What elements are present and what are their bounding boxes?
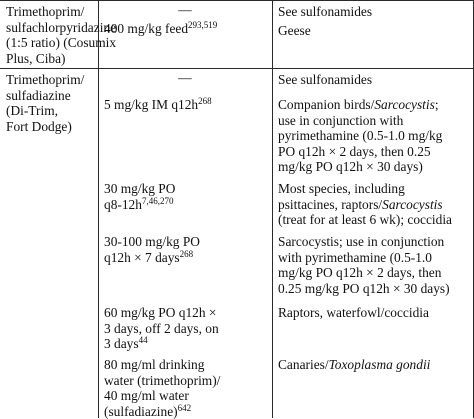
dose-line: (sulfadiazine)$^{642}$: [104, 404, 220, 419]
column-rule-2: [272, 0, 273, 418]
species-line: with pyrimethamine (0.5-1.0: [278, 250, 450, 266]
reference-sup: 7,46,270: [142, 196, 174, 206]
drug-name-line: Plus, Ciba): [6, 51, 116, 67]
drug-name-cell: [6, 72, 84, 134]
drug-name-line: Trimethoprim/: [6, 72, 84, 88]
dose-line: water (trimethoprim)/: [104, 373, 220, 389]
species-entry: [278, 97, 442, 175]
species-entry: [278, 4, 372, 20]
row-divider: [0, 68, 474, 69]
dose-line: 3 days$^{44}$: [104, 336, 219, 352]
drug-name-line: sulfadiazine: [6, 88, 84, 104]
reference-sup: 268: [198, 96, 212, 106]
dose-entry: [104, 305, 219, 352]
reference-sup: 293,519: [188, 20, 217, 30]
dose-line: q12h × 7 days$^{268}$: [104, 250, 200, 266]
species-line: See sulfonamides: [278, 4, 372, 20]
species-line: Raptors, waterfowl/coccidia: [278, 305, 429, 321]
species-line: psittacines, raptors/Sarcocystis: [278, 197, 452, 213]
dose-line: 60 mg/kg PO q12h ×: [104, 305, 219, 321]
species-line: use in conjunction with: [278, 113, 442, 129]
dose-entry: [104, 181, 175, 212]
species-line: mg/kg PO q12h × 30 days): [278, 159, 442, 175]
dose-dash: —: [178, 2, 191, 17]
species-line: See sulfonamides: [278, 72, 372, 88]
species-entry: [278, 234, 450, 296]
species-line: Geese: [278, 23, 311, 39]
species-entry: [278, 72, 372, 88]
drug-name-line: Fort Dodge): [6, 119, 84, 135]
species-line: Sarcocystis; use in conjunction: [278, 234, 450, 250]
species-entry: [278, 357, 430, 373]
species-entry: [278, 305, 429, 321]
dose-entry: [104, 357, 220, 419]
dose-line: $q8-12h^{7,46,270}$: [104, 197, 175, 213]
reference-sup: 44: [139, 335, 148, 345]
species-line: mg/kg PO q12h × 2 days, then: [278, 265, 450, 281]
dose-dash: —: [178, 70, 191, 85]
reference-sup: 642: [178, 403, 192, 413]
dose-entry: [99, 2, 271, 18]
species-line: Companion birds/Sarcocystis;: [278, 97, 442, 113]
reference-sup: 268: [180, 249, 194, 259]
species-line: PO q12h × 2 days, then 0.25: [278, 144, 442, 160]
dose-line: 30-100 mg/kg PO: [104, 234, 200, 250]
dose-line: 3 days, off 2 days, on: [104, 321, 219, 337]
top-rule: [0, 0, 474, 1]
dose-entry: [104, 97, 212, 113]
species-line: Canaries/Toxoplasma gondii: [278, 357, 430, 373]
dose-line: 80 mg/ml drinking: [104, 357, 220, 373]
species-line: 0.25 mg/kg PO q12h × 30 days): [278, 281, 450, 297]
species-line: pyrimethamine (0.5-1.0 mg/kg: [278, 128, 442, 144]
drug-name-line: (1:5 ratio) (Cosumix: [6, 35, 116, 51]
dose-line: 400 mg/kg feed$^{293,519}$: [104, 21, 217, 37]
species-line: (treat for at least 6 wk); coccidia: [278, 212, 452, 228]
dose-entry: [99, 70, 271, 86]
dose-line: 30 mg/kg PO: [104, 181, 175, 197]
drug-name-line: Trimethoprim/: [6, 4, 116, 20]
species-entry: [278, 23, 311, 39]
species-entry: [278, 181, 452, 228]
drug-name-line: sulfachlorpyridazine: [6, 20, 116, 36]
dose-entry: [104, 234, 200, 265]
dose-line: 40 mg/ml water: [104, 388, 220, 404]
dose-line: 5 mg/kg IM $q12h^{268}$: [104, 97, 212, 113]
dose-entry: [104, 21, 217, 37]
species-line: Most species, including: [278, 181, 452, 197]
drug-name-line: (Di-Trim,: [6, 103, 84, 119]
